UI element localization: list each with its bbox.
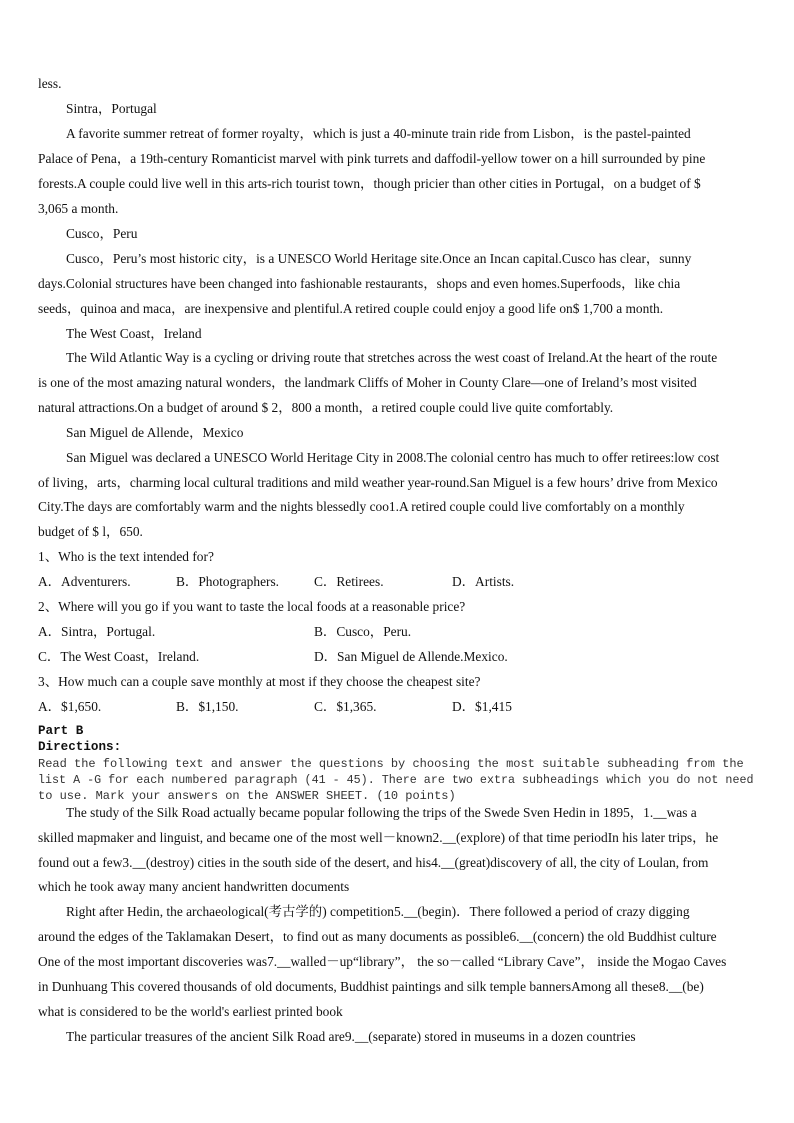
passage-line: around the edges of the Taklamakan Desert，to find out as many documents as possible6.__(concern) the old Buddhist culture <box>38 929 717 944</box>
question-option[interactable]: A．Adventurers. <box>38 574 131 589</box>
passage-line: 3,065 a month. <box>38 201 119 216</box>
question-option[interactable]: D．Artists. <box>452 574 515 589</box>
question-stem: 1、Who is the text intended for? <box>38 549 214 564</box>
question-option[interactable]: C．$1,365. <box>314 699 377 714</box>
passage-line: City.The days are comfortably warm and the nights blessedly coo1.A retired couple could live comfortably on a monthly <box>38 499 685 514</box>
part-b-title: Part B <box>38 724 84 738</box>
passage-line: what is considered to be the world's earliest printed book <box>38 1004 343 1019</box>
passage-line: is one of the most amazing natural wonders，the landmark Cliffs of Moher in County Clare—one of Ireland’s most visited <box>38 375 697 390</box>
section-heading-ireland: The West Coast，Ireland <box>66 326 202 341</box>
passage-line: The Wild Atlantic Way is a cycling or driving route that stretches across the west coast of Ireland.At the heart of the route <box>66 350 718 365</box>
section-heading-cusco: Cusco，Peru <box>66 226 138 241</box>
section-heading-sintra: Sintra，Portugal <box>66 101 157 116</box>
directions-label: Directions: <box>38 740 122 754</box>
passage-line: The particular treasures of the ancient Silk Road are9.__(separate) stored in museums in a dozen countries <box>66 1029 636 1044</box>
passage-line: natural attractions.On a budget of around $ 2，800 a month，a retired couple could live quite comfortably. <box>38 400 614 415</box>
directions-line: Read the following text and answer the questions by choosing the most suitable subheading from the <box>38 757 744 771</box>
question-option[interactable]: B．Cusco，Peru. <box>314 624 412 639</box>
passage-line: which he took away many ancient handwritten documents <box>38 879 350 894</box>
passage-line: in Dunhuang This covered thousands of old documents, Buddhist paintings and silk temple bannersAmong all these8.__(be) <box>38 979 704 994</box>
section-heading-mexico: San Miguel de Allende，Mexico <box>66 425 244 440</box>
question-option[interactable]: B．$1,150. <box>176 699 239 714</box>
passage-line: Cusco，Peru’s most historic city，is a UNESCO World Heritage site.Once an Incan capital.Cusco has clear，sunny <box>66 251 692 266</box>
directions-line: list A -G for each numbered paragraph (41 - 45). There are two extra subheadings which you do not need <box>38 773 754 787</box>
passage-line: days.Colonial structures have been changed into fashionable restaurants，shops and even homes.Superfoods，like chia <box>38 276 681 291</box>
passage-line: skilled mapmaker and linguist, and became one of the most well－known2.__(explore) of that time periodIn his later trips，he <box>38 830 719 845</box>
passage-line: less. <box>38 76 62 91</box>
question-option[interactable]: C．The West Coast，Ireland. <box>38 649 200 664</box>
question-option[interactable]: A．Sintra，Portugal. <box>38 624 156 639</box>
question-stem: 3、How much can a couple save monthly at most if they choose the cheapest site? <box>38 674 481 689</box>
passage-line: Right after Hedin, the archaeological(考古学的) competition5.__(begin)．There followed a period of crazy digging <box>66 904 690 919</box>
passage-line: found out a few3.__(destroy) cities in the south side of the desert, and his4.__(great)discovery of all, the city of Loulan, from <box>38 855 709 870</box>
question-stem: 2、Where will you go if you want to taste the local foods at a reasonable price? <box>38 599 466 614</box>
passage-line: San Miguel was declared a UNESCO World Heritage City in 2008.The colonial centro has much to offer retirees:low cost <box>66 450 720 465</box>
passage-line: A favorite summer retreat of former royalty，which is just a 40-minute train ride from Lisbon，is the pastel-painted <box>66 126 691 141</box>
directions-line: to use. Mark your answers on the ANSWER SHEET. (10 points) <box>38 789 456 803</box>
question-option[interactable]: A．$1,650. <box>38 699 102 714</box>
passage-line: One of the most important discoveries was7.__walled－up“library”， the so－called “Library Cave”， inside the Mogao Caves <box>38 954 727 969</box>
question-option[interactable]: D．$1,415 <box>452 699 512 714</box>
passage-line: seeds，quinoa and maca，are inexpensive and plentiful.A retired couple could enjoy a good life on$ 1,700 a month. <box>38 301 664 316</box>
question-option[interactable]: D．San Miguel de Allende.Mexico. <box>314 649 508 664</box>
passage-line: forests.A couple could live well in this arts-rich tourist town，though pricier than other cities in Portugal，on a budget of $ <box>38 176 701 191</box>
passage-line: budget of $ l，650. <box>38 524 143 539</box>
question-option[interactable]: C．Retirees. <box>314 574 384 589</box>
passage-line: The study of the Silk Road actually became popular following the trips of the Swede Sven Hedin in 1895，1.__was a <box>66 805 697 820</box>
question-option[interactable]: B．Photographers. <box>176 574 280 589</box>
passage-line: Palace of Pena，a 19th-century Romanticist marvel with pink turrets and daffodil-yellow tower on a hill surrounded by pine <box>38 151 706 166</box>
passage-line: of living，arts，charming local cultural traditions and mild weather year-round.San Miguel is a few hours’ drive from Mexico <box>38 475 718 490</box>
